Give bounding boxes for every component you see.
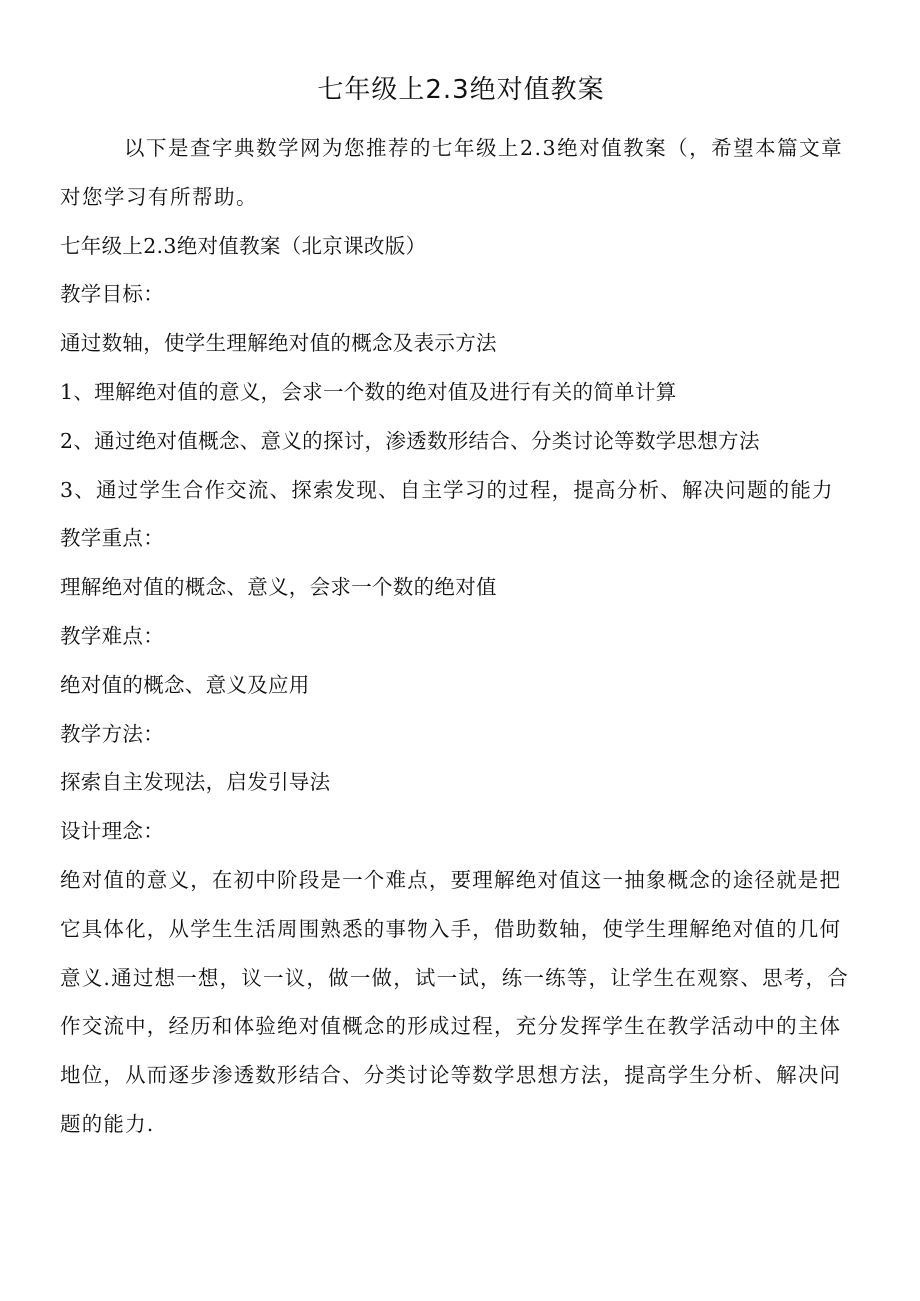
difficulties-heading: 教学难点： [60,623,164,648]
goals-summary: 通过数轴，使学生理解绝对值的概念及表示方法 [60,331,497,356]
goal-item-1: 1、理解绝对值的意义，会求一个数的绝对值及进行有关的简单计算 [60,379,677,404]
document-subtitle: 七年级上2.3绝对值教案（北京课改版） [60,233,427,258]
key-points-text: 理解绝对值的概念、意义，会求一个数的绝对值 [60,575,497,600]
methods-heading: 教学方法： [60,721,164,746]
difficulties-text: 绝对值的概念、意义及应用 [60,672,310,697]
key-points-heading: 教学重点： [60,526,164,551]
intro-paragraph: 以下是查字典数学网为您推荐的七年级上2.3绝对值教案（，希望本篇文章对您学习有所帮助。 [60,136,844,209]
goal-item-3: 3、通过学生合作交流、探索发现、自主学习的过程，提高分析、解决问题的能力 [60,477,834,502]
goals-heading: 教学目标： [60,282,164,307]
document-title: 七年级上2.3绝对值教案 [317,75,605,105]
concept-text: 绝对值的意义，在初中阶段是一个难点，要理解绝对值这一抽象概念的途径就是把它具体化，从学生生活周围熟悉的事物入手，借助数轴，使学生理解绝对值的几何意义.通过想一想，议一议，做一做，试一试，练一练等，让学生在观察、思考，合作交流中，经历和体验绝对值概念的形成过程，充分发挥学生在教学活动中的主体地位，从而逐步渗透数形结合、分类讨论等数学思想方法，提高学生分析、解决问题的能力. [60,867,849,1136]
goal-item-2: 2、通过绝对值概念、意义的探讨，渗透数形结合、分类讨论等数学思想方法 [60,428,760,453]
methods-text: 探索自主发现法，启发引导法 [60,770,331,795]
concept-heading: 设计理念： [60,819,164,844]
